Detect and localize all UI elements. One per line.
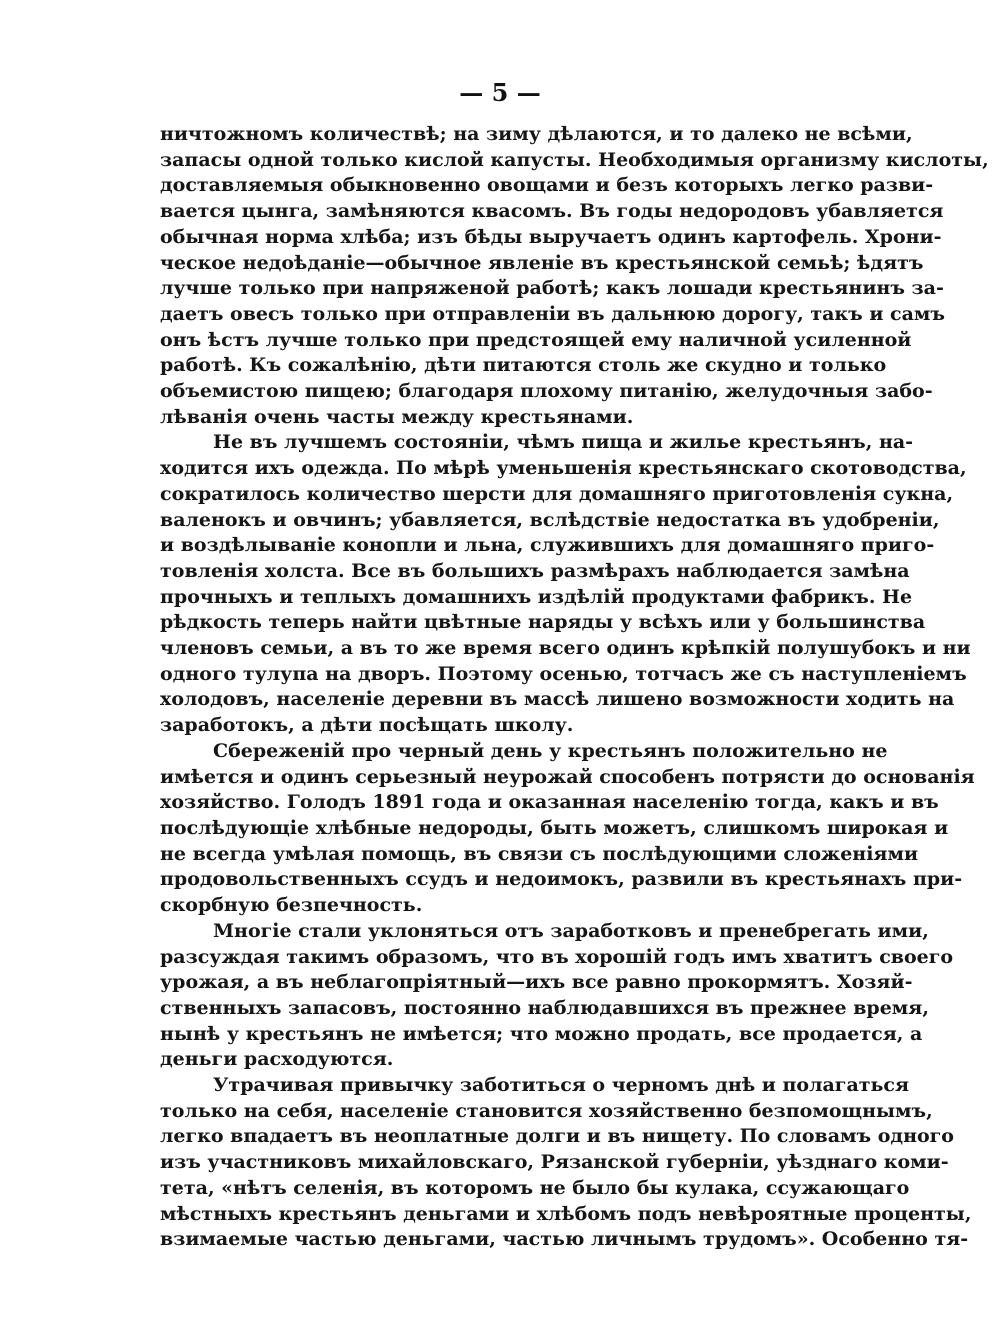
text-line: вается цынга, замѣняются квасомъ. Въ годы недородовъ убавляется — [160, 200, 944, 223]
text-line: ходится ихъ одежда. По мѣрѣ уменьшенія крестьянскаго скотоводства, — [160, 457, 967, 480]
text-line: сократилось количество шерсти для домашняго приготовленія сукна, — [160, 482, 954, 505]
text-line: нынѣ у крестьянъ не имѣется; что можно продать, все продается, а — [160, 1022, 923, 1045]
text-line: обычная норма хлѣба; изъ бѣды выручаетъ одинъ картофель. Хрони- — [160, 225, 942, 248]
text-line: работѣ. Къ сожалѣнію, дѣти питаются столь же скудно и только — [160, 354, 887, 377]
text-line: разсуждая такимъ образомъ, что въ хорошій годъ имъ хватитъ своего — [160, 945, 954, 968]
text-line: лѣванія очень часты между крестьянами. — [160, 405, 634, 428]
text-line: одного тулупа на дворъ. Поэтому осенью, тотчасъ же съ наступленіемъ — [160, 662, 967, 685]
text-line: доставляемыя обыкновенно овощами и безъ которыхъ легко разви- — [160, 174, 934, 197]
text-line: членовъ семьи, а въ то же время всего одинъ крѣпкій полушубокъ и ни — [160, 637, 971, 660]
text-line: ческое недоѣданіе—обычное явленіе въ крестьянской семьѣ; ѣдятъ — [160, 251, 924, 274]
text-line: изъ участниковъ михайловскаго, Рязанской губерніи, уѣзднаго коми- — [160, 1151, 949, 1174]
text-line: прочныхъ и теплыхъ домашнихъ издѣлій продуктами фабрикъ. Не — [160, 585, 913, 608]
text-line: имѣется и одинъ серьезный неурожай способенъ потрясти до основанія — [160, 765, 975, 788]
text-line: только на себя, населеніе становится хозяйственно безпомощнымъ, — [160, 1099, 933, 1122]
body-text — [160, 122, 989, 1253]
text-line: онъ ѣстъ лучше только при предстоящей ему наличной усиленной — [160, 328, 912, 351]
text-line: объемистою пищею; благодаря плохому питанію, желудочныя забо- — [160, 380, 933, 403]
text-line: Многіе стали уклоняться отъ заработковъ и пренебрегать ими, — [213, 919, 929, 942]
text-line: холодовъ, населеніе деревни въ массѣ лишено возможности ходить на — [160, 688, 955, 711]
text-line: даетъ овесъ только при отправленіи въ дальнюю дорогу, такъ и самъ — [160, 302, 945, 325]
text-line: деньги расходуются. — [160, 1048, 394, 1071]
text-line: продовольственныхъ ссудъ и недоимокъ, развили въ крестьянахъ при- — [160, 868, 963, 891]
text-line: ничтожномъ количествѣ; на зиму дѣлаются, и то далеко не всѣми, — [160, 123, 913, 145]
text-line: Утрачивая привычку заботиться о черномъ днѣ и полагаться — [213, 1074, 910, 1097]
text-line: послѣдующіе хлѣбные недороды, быть можетъ, слишкомъ широкая и — [160, 816, 949, 839]
text-line: мѣстныхъ крестьянъ деньгами и хлѣбомъ подъ невѣроятные проценты, — [160, 1202, 972, 1225]
text-line: скорбную безпечность. — [160, 894, 423, 917]
text-line: урожая, а въ неблагопріятный—ихъ все равно прокормятъ. Хозяй- — [160, 971, 913, 994]
text-line: и воздѣлываніе конопли и льна, служившихъ для домашняго приго- — [160, 534, 935, 557]
text-line: рѣдкость теперь найти цвѣтные наряды у всѣхъ или у большинства — [160, 611, 926, 634]
text-line: ственныхъ запасовъ, постоянно наблюдавшихся въ прежнее время, — [160, 996, 929, 1019]
text-line: запасы одной только кислой капусты. Необходимыя организму кислоты, — [160, 148, 989, 171]
text-line: валенокъ и овчинъ; убавляется, вслѣдствіе недостатка въ удобреніи, — [160, 508, 940, 531]
text-line: легко впадаетъ въ неоплатные долги и въ нищету. По словамъ одного — [160, 1125, 954, 1148]
text-line: заработокъ, а дѣти посѣщать школу. — [160, 714, 574, 737]
page-number: — 5 — — [459, 78, 541, 107]
text-line: Сбереженій про черный день у крестьянъ положительно не — [213, 739, 888, 762]
text-line: тета, «нѣтъ селенія, въ которомъ не было бы кулака, ссужающаго — [160, 1176, 910, 1199]
text-line: взимаемые частью деньгами, частью личнымъ трудомъ». Особенно тя- — [160, 1228, 969, 1251]
text-line: лучше только при напряженой работѣ; какъ лошади крестьянинъ за- — [160, 277, 944, 300]
text-line: не всегда умѣлая помощь, въ связи съ послѣдующими сложеніями — [160, 842, 919, 865]
text-line: Не въ лучшемъ состояніи, чѣмъ пища и жилье крестьянъ, на- — [213, 431, 914, 454]
text-line: товленія холста. Все въ большихъ размѣрахъ наблюдается замѣна — [160, 559, 910, 582]
text-line: хозяйство. Голодъ 1891 года и оказанная населенію тогда, какъ и въ — [160, 791, 939, 814]
